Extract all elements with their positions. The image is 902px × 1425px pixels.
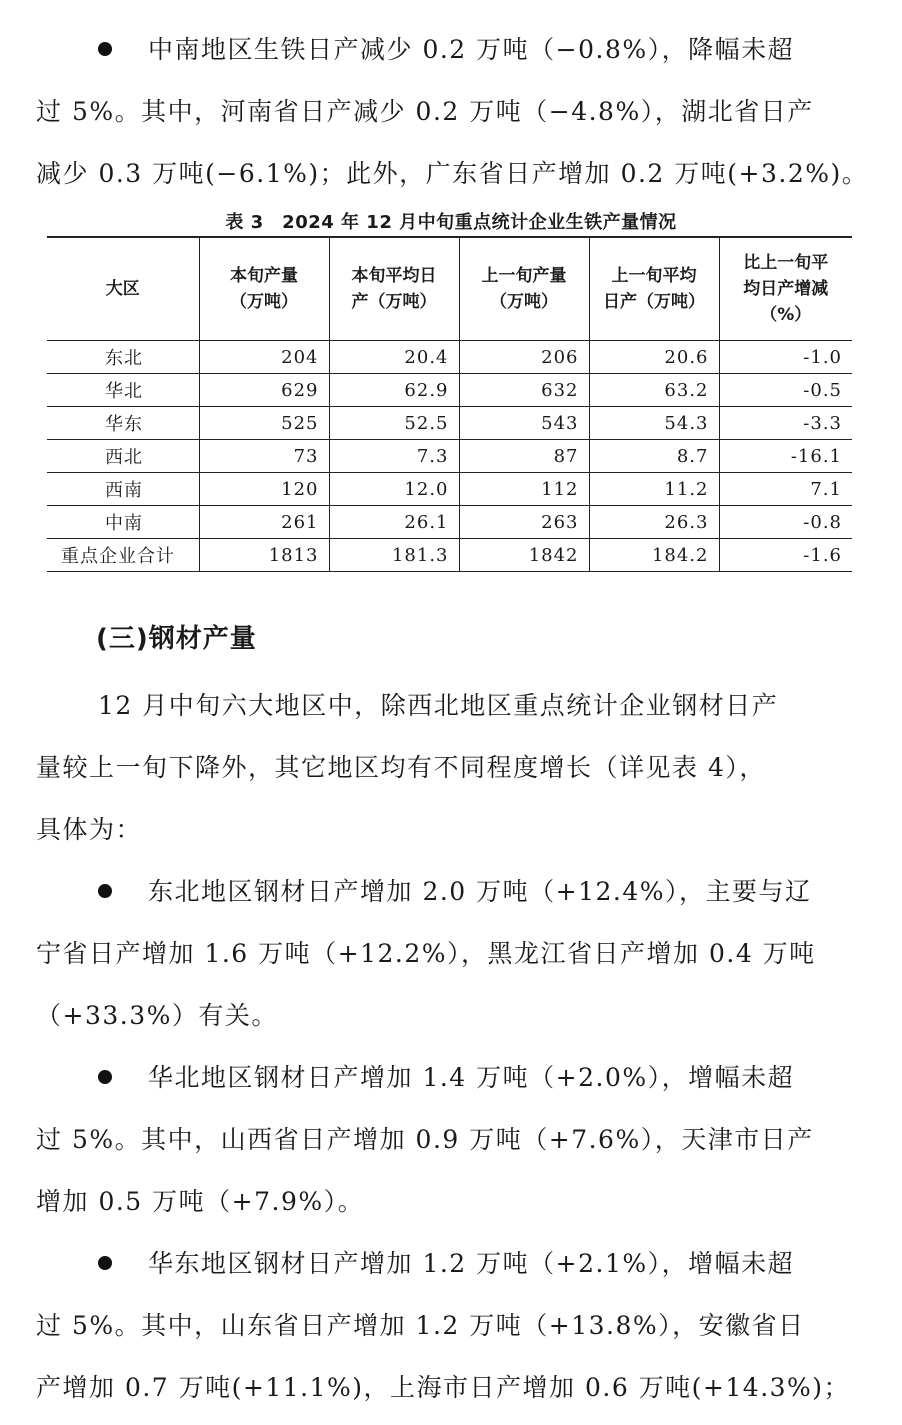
cell-change: -1.6 xyxy=(719,539,852,572)
cell-current-daily: 7.3 xyxy=(329,440,459,473)
cell-previous-daily: 26.3 xyxy=(589,506,719,539)
table-row xyxy=(47,341,852,374)
cell-previous-output: 1842 xyxy=(459,539,589,572)
cell-previous-daily: 11.2 xyxy=(589,473,719,506)
huadong-steel-paragraph xyxy=(36,1233,866,1419)
paragraph-line: 减少 0.3 万吨(−6.1%)；此外，广东省日产增加 0.2 万吨(+3.2%)。 xyxy=(36,159,869,188)
cell-previous-daily: 63.2 xyxy=(589,374,719,407)
cell-previous-daily: 184.2 xyxy=(589,539,719,572)
cell-previous-daily: 8.7 xyxy=(589,440,719,473)
header-current-output: 本旬产量 （万吨） xyxy=(199,237,329,341)
cell-change: -0.8 xyxy=(719,506,852,539)
paragraph-line: 东北地区钢材日产增加 2.0 万吨（+12.4%），主要与辽 xyxy=(36,861,866,923)
cell-current-daily: 26.1 xyxy=(329,506,459,539)
cell-change: -0.5 xyxy=(719,374,852,407)
cell-current-daily: 20.4 xyxy=(329,341,459,374)
cell-previous-output: 632 xyxy=(459,374,589,407)
cell-previous-output: 543 xyxy=(459,407,589,440)
paragraph-line: 量较上一旬下降外，其它地区均有不同程度增长（详见表 4）， xyxy=(36,753,766,782)
cell-current-output: 73 xyxy=(199,440,329,473)
header-region: 大区 xyxy=(47,237,199,341)
header-current-daily: 本旬平均日 产（万吨） xyxy=(329,237,459,341)
paragraph-line: 过 5%。其中，河南省日产减少 0.2 万吨（−4.8%），湖北省日产 xyxy=(36,97,814,126)
header-previous-output: 上一旬产量 （万吨） xyxy=(459,237,589,341)
paragraph-line: 中南地区生铁日产减少 0.2 万吨（−0.8%），降幅未超 xyxy=(36,19,866,81)
cell-previous-output: 87 xyxy=(459,440,589,473)
paragraph-line: 增加 0.5 万吨（+7.9%）。 xyxy=(36,1187,365,1216)
huabei-steel-paragraph xyxy=(36,1047,866,1233)
table-total-row xyxy=(47,539,852,572)
table-title: 表 3 2024 年 12 月中旬重点统计企业生铁产量情况 xyxy=(225,212,677,233)
bullet-dot-icon xyxy=(98,1070,112,1084)
cell-region: 华东 xyxy=(47,407,199,440)
paragraph-line: 宁省日产增加 1.6 万吨（+12.2%），黑龙江省日产增加 0.4 万吨 xyxy=(36,939,816,968)
cell-previous-output: 263 xyxy=(459,506,589,539)
cell-change: 7.1 xyxy=(719,473,852,506)
table-row xyxy=(47,440,852,473)
paragraph-line: 华北地区钢材日产增加 1.4 万吨（+2.0%），增幅未超 xyxy=(36,1047,866,1109)
table-row xyxy=(47,374,852,407)
cell-region: 中南 xyxy=(47,506,199,539)
cell-current-output: 629 xyxy=(199,374,329,407)
paragraph-line: 过 5%。其中，山东省日产增加 1.2 万吨（+13.8%），安徽省日 xyxy=(36,1311,805,1340)
table-row xyxy=(47,473,852,506)
cell-change: -16.1 xyxy=(719,440,852,473)
table-row xyxy=(47,407,852,440)
paragraph-line: （+33.3%）有关。 xyxy=(36,1001,278,1030)
cell-current-output: 261 xyxy=(199,506,329,539)
cell-region: 西南 xyxy=(47,473,199,506)
cell-current-daily: 181.3 xyxy=(329,539,459,572)
cell-previous-daily: 54.3 xyxy=(589,407,719,440)
cell-current-output: 1813 xyxy=(199,539,329,572)
cell-current-output: 525 xyxy=(199,407,329,440)
table-row xyxy=(47,506,852,539)
cell-region: 华北 xyxy=(47,374,199,407)
cell-change: -1.0 xyxy=(719,341,852,374)
header-previous-daily: 上一旬平均 日产（万吨） xyxy=(589,237,719,341)
paragraph-line: 具体为： xyxy=(36,815,143,844)
steel-intro-paragraph xyxy=(36,675,866,861)
pig-iron-table xyxy=(47,236,852,572)
zhongnan-iron-paragraph xyxy=(36,19,869,205)
cell-previous-daily: 20.6 xyxy=(589,341,719,374)
cell-current-daily: 62.9 xyxy=(329,374,459,407)
cell-region: 西北 xyxy=(47,440,199,473)
cell-current-output: 204 xyxy=(199,341,329,374)
section-heading: (三)钢材产量 xyxy=(96,624,257,654)
cell-region: 重点企业合计 xyxy=(47,539,199,572)
bullet-dot-icon xyxy=(98,884,112,898)
cell-previous-output: 206 xyxy=(459,341,589,374)
dongbei-steel-paragraph xyxy=(36,861,866,1047)
bullet-dot-icon xyxy=(98,1256,112,1270)
paragraph-line: 华东地区钢材日产增加 1.2 万吨（+2.1%），增幅未超 xyxy=(36,1233,866,1295)
cell-previous-output: 112 xyxy=(459,473,589,506)
cell-current-daily: 12.0 xyxy=(329,473,459,506)
cell-current-output: 120 xyxy=(199,473,329,506)
paragraph-line: 12 月中旬六大地区中，除西北地区重点统计企业钢材日产 xyxy=(98,691,779,720)
bullet-dot-icon xyxy=(98,42,112,56)
paragraph-line: 过 5%。其中，山西省日产增加 0.9 万吨（+7.6%），天津市日产 xyxy=(36,1125,814,1154)
table-header-row xyxy=(47,237,852,341)
cell-current-daily: 52.5 xyxy=(329,407,459,440)
paragraph-line: 产增加 0.7 万吨(+11.1%)，上海市日产增加 0.6 万吨(+14.3%)； xyxy=(36,1373,851,1402)
cell-change: -3.3 xyxy=(719,407,852,440)
cell-region: 东北 xyxy=(47,341,199,374)
header-change-percent: 比上一旬平 均日产增减 （%） xyxy=(719,237,852,341)
